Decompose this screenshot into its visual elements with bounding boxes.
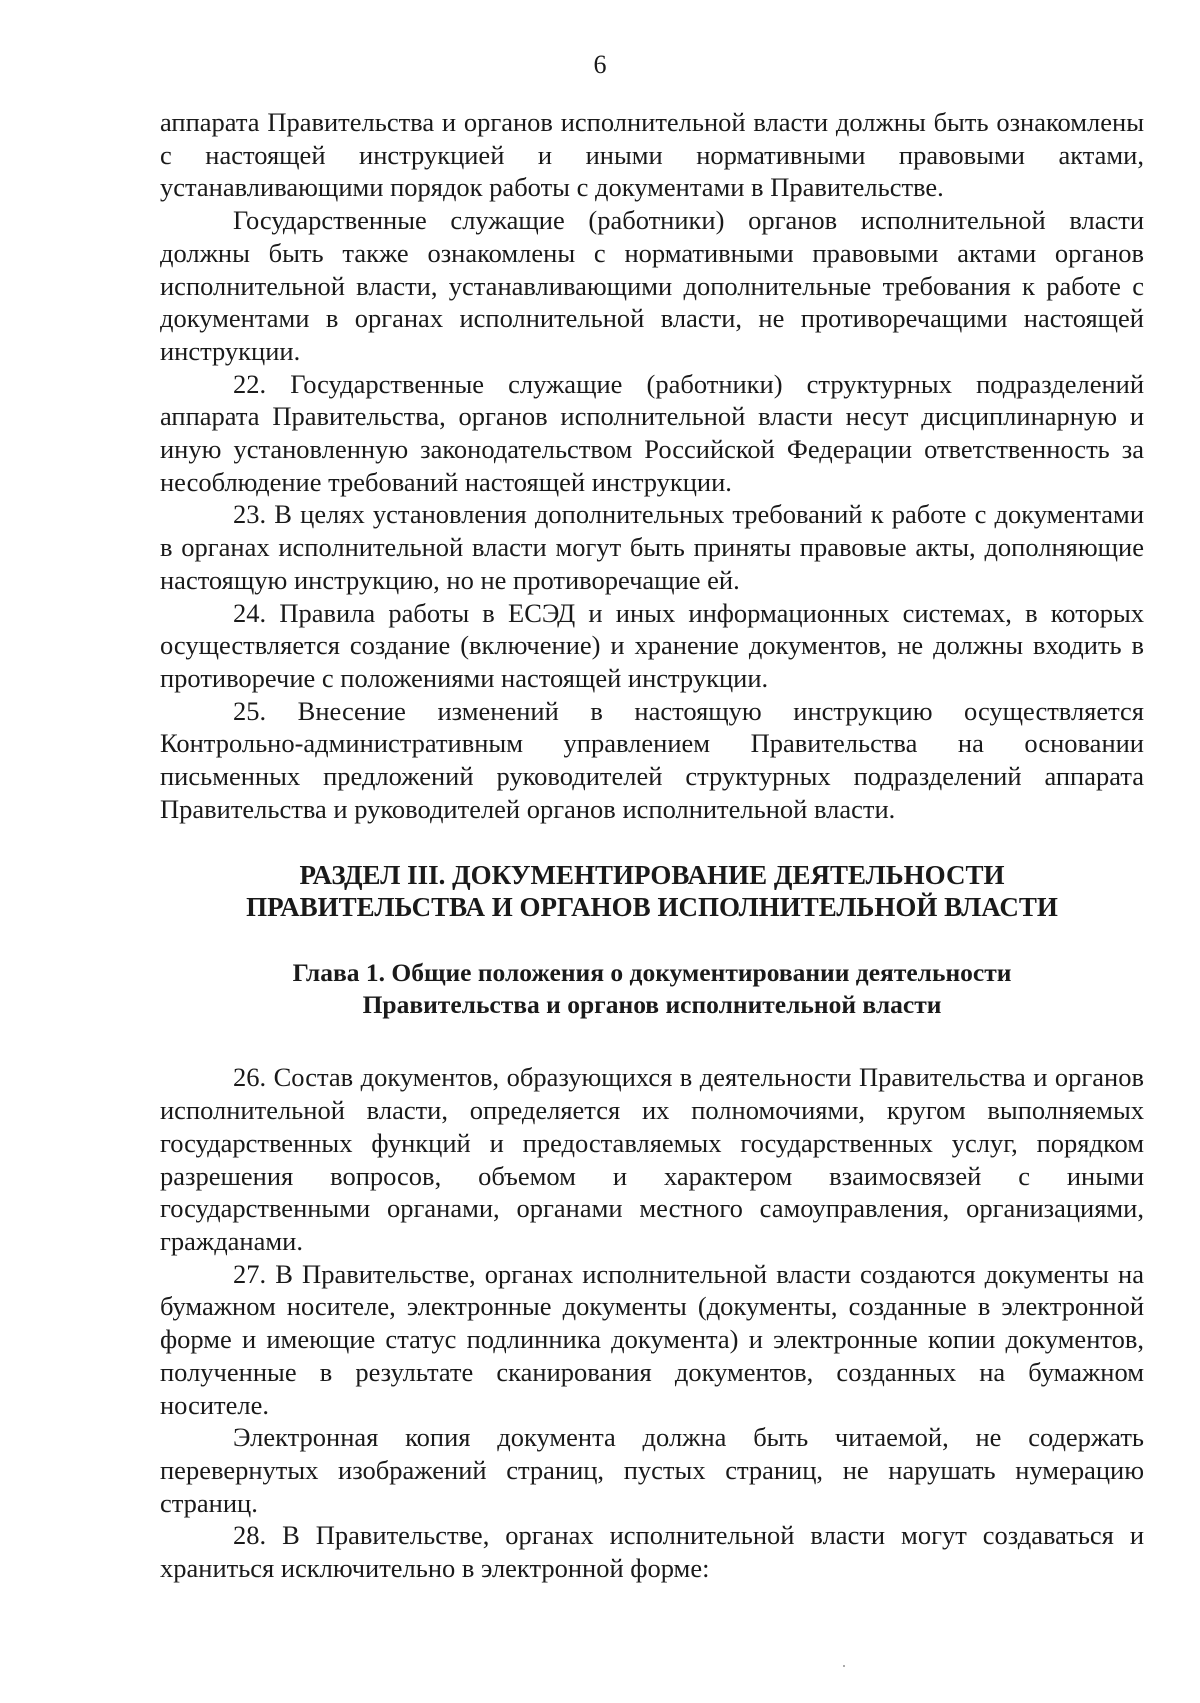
paragraphs-bottom — [160, 1061, 1144, 1584]
section-title — [160, 859, 1144, 923]
paragraph: Электронная копия документа должна быть читаемой, не содержать перевернутых изображений страниц, пустых страниц, не нарушать нумерацию страниц. — [160, 1422, 1144, 1518]
paragraph: 26. Состав документов, образующихся в деятельности Правительства и органов исполнительной власти, определяется их полномочиями, кругом выполняемых государственных функций и предоставляемых государственных услуг, порядком разрешения вопросов, объемом и характером взаимосвязей с иными государственными органами, органами местного самоуправления, организациями, гражданами. — [160, 1062, 1144, 1256]
paragraph: Государственные служащие (работники) органов исполнительной власти должны быть также ознакомлены с нормативными правовыми актами органов исполнительной власти, устанавливающими дополнительные требования к работе с документами в органах исполнительной власти, не противоречащими настоящей инструкции. — [160, 205, 1144, 366]
paragraph: 23. В целях установления дополнительных требований к работе с документами в органах исполнительной власти могут быть приняты правовые акты, дополняющие настоящую инструкцию, но не противоречащие ей. — [160, 499, 1144, 595]
paragraph: 25. Внесение изменений в настоящую инструкцию осуществляется Контрольно-административным управлением Правительства на основании письменных предложений руководителей структурных подразделений аппарата Правительства и руководителей органов исполнительной власти. — [160, 695, 1144, 824]
chapter-title — [160, 957, 1144, 1021]
paragraph: 22. Государственные служащие (работники) структурных подразделений аппарата Правительства, органов исполнительной власти несут дисциплинарную и иную установленную законодательством Российской Федерации ответственность за несоблюдение требований настоящей инструкции. — [160, 368, 1144, 497]
scan-speck — [843, 1665, 845, 1667]
section-title-line-1: РАЗДЕЛ III. ДОКУМЕНТИРОВАНИЕ ДЕЯТЕЛЬНОСТИ — [299, 860, 1005, 891]
paragraph: 27. В Правительстве, органах исполнительной власти создаются документы на бумажном носителе, электронные документы (документы, созданные в электронной форме и имеющие статус подлинника документа) и электронные копии документов, полученные в результате сканирования документов, созданных на бумажном носителе. — [160, 1258, 1144, 1420]
page-number: 6 — [593, 50, 607, 79]
paragraph: аппарата Правительства и органов исполнительной власти должны быть ознакомлены с настоящей инструкцией и иными нормативными правовыми актами, устанавливающими порядок работы с документами в Правительстве. — [160, 107, 1144, 203]
paragraphs-top — [160, 106, 1144, 825]
paragraph: 28. В Правительстве, органах исполнительной власти могут создаваться и храниться исключительно в электронной форме: — [160, 1520, 1144, 1584]
section-title-line-2: ПРАВИТЕЛЬСТВА И ОРГАНОВ ИСПОЛНИТЕЛЬНОЙ ВЛАСТИ — [246, 892, 1058, 923]
paragraph: 24. Правила работы в ЕСЭД и иных информационных системах, в которых осуществляется создание (включение) и хранение документов, не должны входить в противоречие с положениями настоящей инструкции. — [160, 597, 1144, 693]
chapter-title-line-1: Глава 1. Общие положения о документировании деятельности — [292, 958, 1012, 988]
document-body — [160, 106, 1144, 1585]
chapter-title-line-2: Правительства и органов исполнительной власти — [362, 990, 942, 1020]
